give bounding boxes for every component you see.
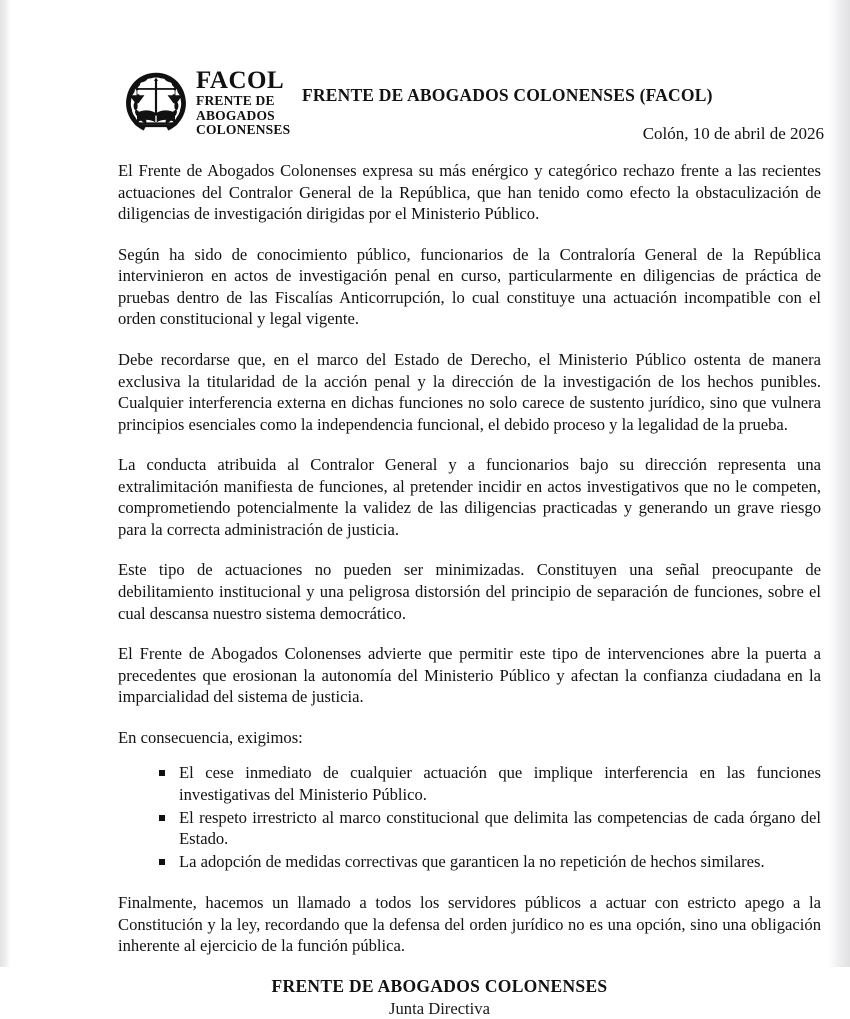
paragraph-2: Según ha sido de conocimiento público, funcionarios de la Contraloría General de la República intervinieron en actos de investigación penal en curso, particularmente en diligencias de práctica de pruebas dentro de las Fiscalías Anticorrupción, lo cual constituye una actuación incompatible con el orden constitucional y legal vigente. <box>118 244 821 329</box>
square-bullet-icon <box>159 770 165 776</box>
wordmark-line-1: FRENTE DE <box>196 93 275 108</box>
wordmark-acronym: FACOL <box>196 67 285 94</box>
list-item <box>159 851 821 873</box>
organization-title: FRENTE DE ABOGADOS COLONENSES (FACOL) <box>302 85 713 105</box>
page-right-shadow-edge <box>828 0 850 967</box>
list-item-text: El cese inmediato de cualquier actuación que implique interferencia en las funciones investigativas del Ministerio Público. <box>179 763 821 804</box>
document-page <box>11 0 828 1018</box>
letterhead <box>11 68 828 160</box>
facol-logo-block <box>122 68 290 137</box>
wordmark-line-2: ABOGADOS <box>196 107 275 123</box>
page-left-shadow-edge <box>0 0 11 967</box>
signature-role: Junta Directiva <box>389 998 490 1018</box>
demands-lead-in: En consecuencia, exigimos: <box>118 727 303 747</box>
signature-block <box>118 976 821 1019</box>
demands-list <box>118 762 821 872</box>
list-item-text: El respeto irrestricto al marco constitucional que delimita las competencias de cada órgano del Estado. <box>179 807 821 849</box>
dateline: Colón, 10 de abril de 2026 <box>642 124 824 143</box>
list-item-text: La adopción de medidas correctivas que garanticen la no repetición de hechos similares. <box>179 851 765 871</box>
wordmark-line-3: COLONENSES <box>196 122 291 137</box>
square-bullet-icon <box>159 815 165 821</box>
square-bullet-icon <box>159 859 165 865</box>
list-item <box>159 762 821 805</box>
closing-paragraph: Finalmente, hacemos un llamado a todos los servidores públicos a actuar con estricto apego a la Constitución y la ley, recordando que la defensa del orden jurídico no es una opción, sino una obligación inherente al ejercicio de la función pública. <box>118 893 821 956</box>
list-item <box>159 807 821 850</box>
paragraph-3: Debe recordarse que, en el marco del Estado de Derecho, el Ministerio Público ostenta de manera exclusiva la titularidad de la acción penal y la dirección de la investigación de los hechos punibles. Cualquier interferencia externa en dichas funciones no solo carece de sustento jurídico, sino que vulnera principios esenciales como la independencia funcional, el debido proceso y la legalidad de la prueba. <box>118 349 821 434</box>
signature-organization: FRENTE DE ABOGADOS COLONENSES <box>271 975 608 996</box>
document-body <box>118 160 824 1019</box>
facol-wordmark <box>196 68 290 137</box>
paragraph-4: La conducta atribuida al Contralor General y a funcionarios bajo su dirección representa una extralimitación manifiesta de funciones, al pretender incidir en actos investigativos que no le competen, comprometiendo potencialmente la validez de las diligencias practicadas y generando un grave riesgo para la correcta administración de justicia. <box>118 455 821 539</box>
paragraph-5: Este tipo de actuaciones no pueden ser minimizadas. Constituyen una señal preocupante de debilitamiento institucional y una peligrosa distorsión del principio de separación de funciones, sobre el cual descansa nuestro sistema democrático. <box>118 560 821 623</box>
scales-of-justice-icon <box>122 68 190 136</box>
paragraph-1: El Frente de Abogados Colonenses expresa su más enérgico y categórico rechazo frente a las recientes actuaciones del Contralor General de la República, que han tenido como efecto la obstaculización de diligencias de investigación dirigidas por el Ministerio Público. <box>118 161 821 224</box>
paragraph-6: El Frente de Abogados Colonenses advierte que permitir este tipo de intervenciones abre la puerta a precedentes que erosionan la autonomía del Ministerio Público y afectan la confianza ciudadana en la imparcialidad del sistema de justicia. <box>118 644 821 707</box>
